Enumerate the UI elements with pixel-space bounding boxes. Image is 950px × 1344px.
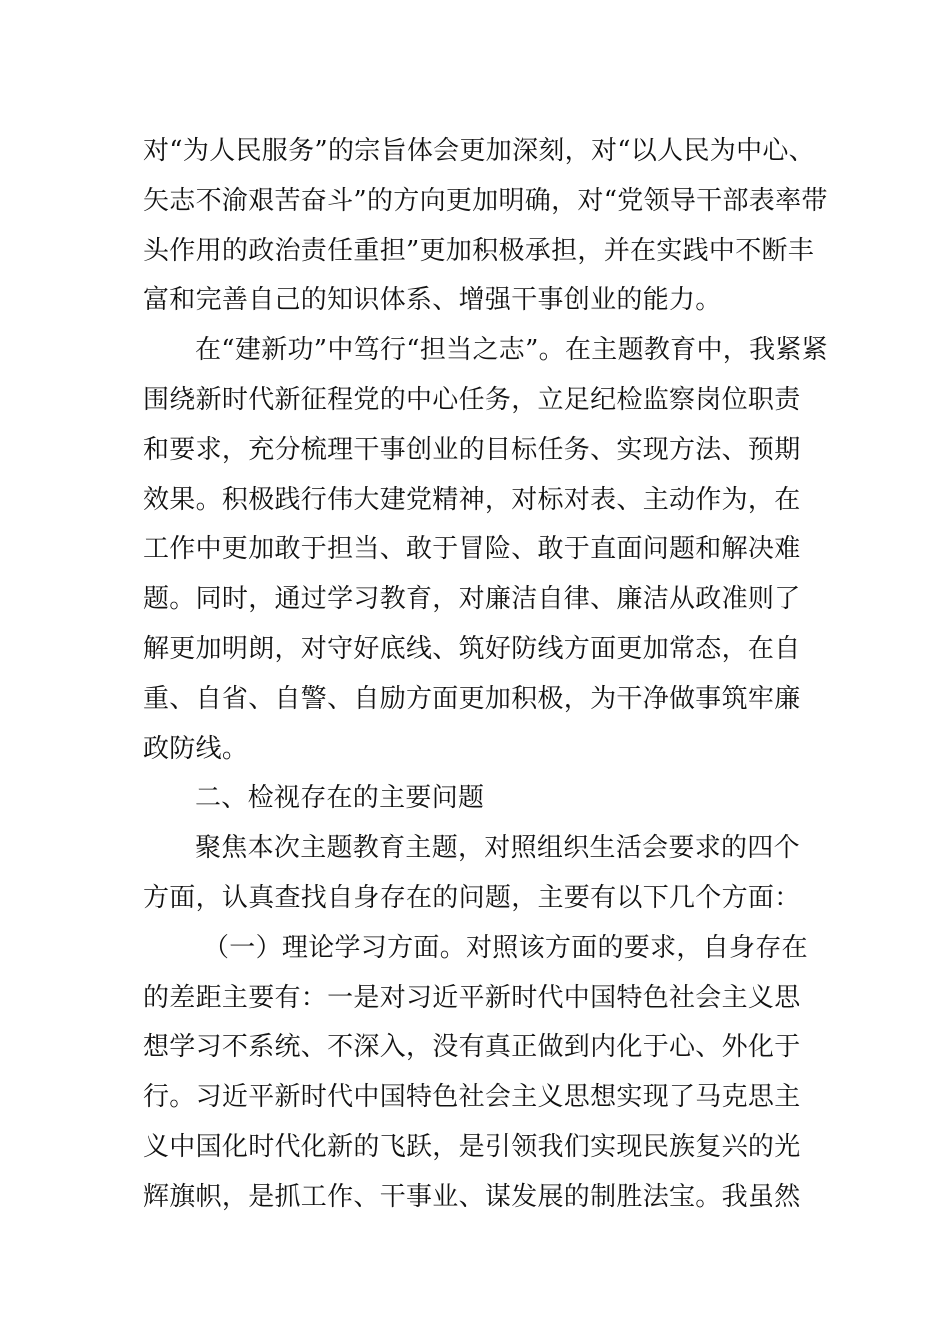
text-line: 围绕新时代新征程党的中心任务，立足纪检监察岗位职责 [143,384,801,415]
text-line: 题。同时，通过学习教育，对廉洁自律、廉洁从政准则了 [143,584,801,615]
text-line: 方面，认真查找自身存在的问题，主要有以下几个方面： [143,882,801,913]
text-line: 聚焦本次主题教育主题，对照组织生活会要求的四个 [195,833,800,864]
text-line: 辉旗帜，是抓工作、干事业、谋发展的制胜法宝。我虽然 [143,1181,801,1212]
text-line: 想学习不系统、不深入，没有真正做到内化于心、外化于 [143,1032,801,1063]
text-line: （一）理论学习方面。对照该方面的要求，自身存在 [203,932,808,963]
text-line: 解更加明朗，对守好底线、筑好防线方面更加常态，在自 [143,633,801,664]
text-line: 义中国化时代化新的飞跃，是引领我们实现民族复兴的光 [143,1131,801,1162]
text-line: 政防线。 [143,733,249,764]
text-line: 对“为人民服务”的宗旨体会更加深刻，对“以人民为中心、 [143,136,815,166]
text-line: 矢志不渝艰苦奋斗”的方向更加明确，对“党领导干部表率带 [143,185,828,216]
text-line: 的差距主要有：一是对习近平新时代中国特色社会主义思 [143,982,801,1013]
text-line: 头作用的政治责任重担”更加积极承担，并在实践中不断丰 [143,235,815,266]
text-line: 在“建新功”中笃行“担当之志”。在主题教育中，我紧紧 [195,335,828,366]
text-line: 效果。积极践行伟大建党精神，对标对表、主动作为，在 [143,484,801,515]
text-line: 重、自省、自警、自励方面更加积极，为干净做事筑牢廉 [143,683,801,714]
document-body [143,127,828,1223]
text-line: 工作中更加敢于担当、敢于冒险、敢于直面问题和解决难 [143,534,801,565]
text-line: 富和完善自己的知识体系、增强干事创业的能力。 [143,285,722,316]
text-line: 行。习近平新时代中国特色社会主义思想实现了马克思主 [143,1082,801,1113]
text-line: 和要求，充分梳理干事创业的目标任务、实现方法、预期 [143,434,801,465]
text-line: 二、检视存在的主要问题 [195,783,485,814]
